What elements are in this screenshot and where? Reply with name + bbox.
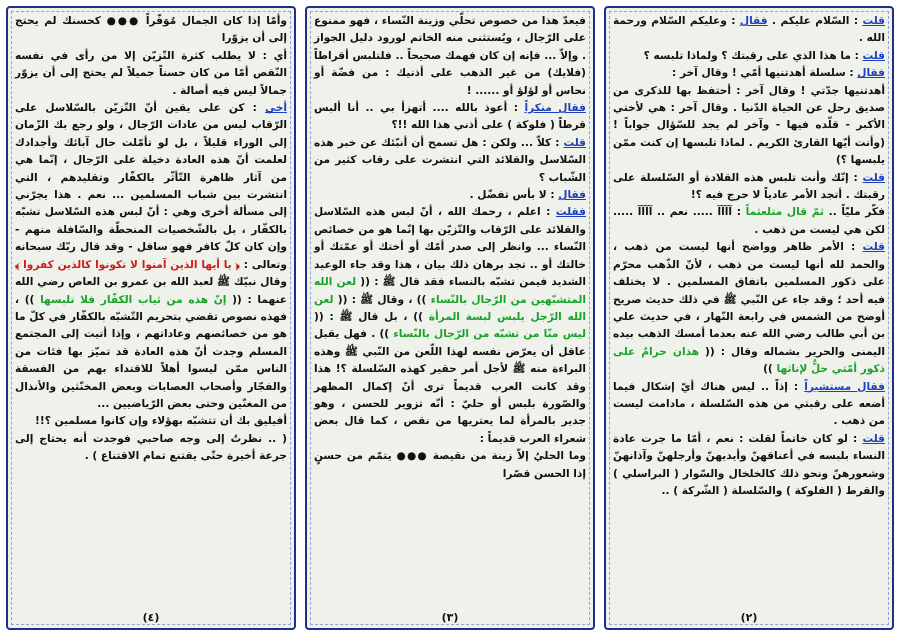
speaker-label: قلت (862, 171, 885, 184)
text-run: أفيليق بك أن تتشبّه بهؤلاء وإن كانوا مسلمين ؟!! (35, 415, 287, 428)
paragraph (314, 448, 586, 483)
quran-verse: ﴿ يا أيها الذين آمنوا لا تكونوا كالذين كفروا ﴾ (15, 258, 240, 271)
paragraph (613, 239, 885, 378)
paragraph (314, 187, 586, 204)
speaker-label: فقلت (555, 206, 586, 219)
text-run: )) ، فهذه نصوص تقضي بتحريم التّشبّه بالكفّار في كلّ ما هو من خصائصهم وعاداتهم ، وإذا أتيت إلى المجتمع المسلم وجدت أنّ هذه العادة قد تميّز بها فئات من الناس ممّن ليسوا أهلاً للاقتداء بهم من الفسقة والفجّار وأصحاب العصابات وبعض المخنّثين والأنذال من المغنّين وحتى بعض الرّياضيين ... (15, 293, 287, 410)
speaker-label: أخي (265, 102, 287, 115)
speaker-label: فقال (558, 189, 586, 202)
page-3-text (314, 13, 586, 483)
paragraph (613, 65, 885, 82)
paragraph (314, 204, 586, 448)
text-run: : لو كان خاتماً لقلت : نعم ، أمّا ما جرت عادة النساء بلبسه في أعناقهنّ وأيديهنّ وأرجلهنّ وآذانهنّ وشعورهنّ ونحو ذلك كالخلخال والسّوار ( البراسلي ) والقرط ( الفلوكة ) والسّلسلة ( الشّركة ) .. (613, 432, 885, 497)
page-4 (6, 6, 296, 630)
text-run: )) . فهل يقبل عاقل أن يعرّض نفسه لهذا اللّعن من النّبي ﷺ وهذه البراءة منه ﷺ لأجل أمر حقير كهذه السّلسلة ؟! هذا وقد كانت العرب قديماً ترى أنّ إكمال المظهر والصّورة بلبس أو حليّ : أنّه تزوير للحسن ، وهو جدير بالمرأة لما يعتريها من نقص ، كما قال بعض شعراء العرب قديماً : (314, 328, 586, 445)
text-run: : لا بأس تفضّل . (469, 189, 559, 202)
page-4-text (15, 13, 287, 466)
text-run: : الأمر ظاهر وواضح أنها ليست من ذهب ، والحمد لله أنها ليست من ذهب ، لأنّ الذّهب محرّم على ذكور المسلمين باتفاق المسلمين . لا يختلف فيه أحد ؛ وقد جاء عن النّبي ﷺ في ذلك حديث صريح أوضح من الشمس في رابعة النّهار ، في حديث علي بن أبي طالب رضي الله عنه بعدما أمسك الذهب بيده اليمنى والحرير بشماله وقال : (( (613, 241, 885, 358)
speaker-label: فقال (739, 15, 768, 27)
speaker-label: فقال (857, 67, 885, 80)
text-run: : كن على يقين أنّ التّزيّن بالسّلاسل على الرّقاب ليس من عادات الرّجال ، ولو رجع بك الزّمان إلى الوراء قليلاً ، بل لو تأمّلت حال آبائك وأجدادك لعلمت أنّ هذه العادة دخيلة على الرّجال ، إنّما هي من آثار ظاهرة التّأثّر بالكفّار وتقليدهم ، التي انتشرت بين شباب المسلمين ... نعم . هذا يجرّني إلى مسألة أخرى وهي : أنّ لبس هذه السّلاسل تشبّه بالكفّار ، بل بالشّخصيات المنحطّة والسّافلة منهم - وإن كان كلّ كافر فهو سافل - وقد قال ربّك سبحانه وتعالى : (15, 102, 287, 271)
text-run: : السّلام عليكم . (767, 15, 863, 27)
hadith-quote: لعن الله المتشبّهين من الرّجال بالنّساء (314, 276, 586, 306)
text-run: : أعوذ بالله .... أتهزأ بي .. أنا ألبس قرطاً ( فلوكة ) على أذني هذا الله !!؟ (314, 102, 586, 132)
text-run: أي : لا يطلب كثرة التّزيّن إلا من رأى في نفسه النّقص أمّا من كان حسناً جميلاً لم يحتج إلى أن يزوّر جمالاً ليس فيه أصالة . (15, 49, 287, 97)
speaker-label: قلت (862, 432, 885, 445)
paragraph (613, 379, 885, 431)
hadith-quote: هذان حرامٌ على ذكور أمّتي حلٌّ لإناثها (613, 345, 885, 376)
page-2-text (613, 13, 885, 500)
paragraph (314, 100, 586, 135)
paragraph (613, 431, 885, 501)
text-run: )) ، وقال ﷺ : (( (333, 293, 431, 306)
paragraph (613, 48, 885, 65)
page-2 (604, 6, 894, 630)
text-run: : كلاّ ... ولكن : هل تسمح أن أنبّئك عن خبر هذه السّلاسل والقلائد التي انتشرت على رقاب كثير من الشّباب ؟ (314, 136, 586, 184)
paragraph (613, 204, 885, 239)
hadith-quote: ليس منّا من تشبّه من الرّجال بالنّساء (393, 328, 586, 341)
page-number: (٢) (740, 611, 758, 624)
paragraph (15, 100, 287, 413)
page-number: (٣) (441, 611, 459, 624)
text-run: فيعدّ هذا من خصوص تحلّي وزينة النّساء ، فهو ممنوع على الرّجال ، ويُستثنى منه الخاتم لورود دليل الجواز . وإلاّ ... فإنه إن كان فهمك صحيحاً .. فلتلبس أقراطاً (فلايك) من غير الذهب على أذنيك : من فضّة أو نحاس أو لؤلؤ أو ...... ! (314, 15, 586, 97)
text-run: : إذاً .. ليس هناك أيّ إشكال فيما أضعه على رقبتي من هذه السّلسلة ، مادامت ليست من ذهب . (613, 380, 885, 428)
paragraph (15, 431, 287, 466)
text-run: : ما هذا الذي على رقبتك ؟ ولماذا تلبسه ؟ (643, 49, 863, 62)
text-run: : سلسلة أهدتنيها أمّي ! وقال آخر : (672, 67, 858, 80)
paragraph (314, 135, 586, 187)
text-run: أهدتنيها جدّتي ! وقال آخر : أحتفظ بها للذكرى من صديق رحل عن الحياة الدّنيا . وقال آخر : هي لأختي الأكبر - قلّده فيها - وآخر لم يجد للسّؤال جواباً ! (وأنت أيّها القارئ الكريم . لماذا تلبسها إن كنت ممّن يلبسها ؟) (613, 84, 885, 167)
paragraph (613, 83, 885, 170)
paragraph (613, 170, 885, 205)
paragraph (15, 48, 287, 100)
paragraph (15, 13, 287, 48)
speaker-label: قلت (862, 49, 885, 62)
text-run: : وعليكم السّلام ورحمة الله . (613, 15, 885, 45)
paragraph (613, 13, 885, 48)
text-run: ( .. نظرتُ إلى وجه صاحبي فوجدت أنه يحتاج إلى جرعة أخيرة حتّى يقتنع تمام الاقتناع ) . (15, 432, 287, 463)
text-run: وأمّا إذا كان الجمال مُوَفّراً ●●● كحسنك لم يحتج إلى أن يزوّرا (15, 15, 287, 45)
text-run: : إنّك وأنت تلبس هذه القلادة أو السّلسلة على رقبتك . أتجد الأمر عادياً لا حرج فيه ؟! (613, 171, 885, 202)
hadith-quote: ثمّ قال متلعثماً (745, 206, 824, 219)
speaker-label: قلت (862, 241, 885, 254)
text-run: : اعلم ، رحمك الله ، أنّ لبس هذه السّلاسل والقلائد على الرّقاب والتّزيّن بها إنّما هو من خصائص النّساء ... وانظر إلى صدر أمّك أو أختك أو عمّتك أو خالتك أو .. تجد برهان ذلك بيان ، هذا وقد جاء الوعيد الشديد فيمن تشبّه بالنساء فقد قال ﷺ : (( (314, 206, 586, 289)
paragraph (15, 413, 287, 430)
text-run: فكّر مليّاً .. (824, 206, 885, 219)
speaker-label: فقال منكراً (524, 102, 586, 115)
page-3 (305, 6, 595, 630)
text-run: )) ، بل قال ﷺ : (( (314, 310, 429, 323)
text-run: وقال نبيّك ﷺ لعبد الله بن عمرو بن العاص رضي الله عنهما : (( (15, 276, 287, 306)
speaker-label: فقال مستشيراً (804, 380, 885, 393)
paragraph (314, 13, 586, 100)
page-number: (٤) (142, 611, 160, 624)
text-run: )) (763, 363, 777, 376)
speaker-label: قلت (862, 15, 885, 27)
text-run: : آآآآ ..... نعم .. آآآآ ..... لكن هي ليست من ذهب . (613, 206, 885, 236)
hadith-quote: إنّ هذه من ثياب الكفّار فلا تلبسها (40, 293, 227, 306)
hadith-quote: لعن الله الرّجل يلبس لبسة المرأة (314, 293, 586, 323)
text-run: وما الحليُ إلاّ زينة من نقيصة ●●● يتمّم من حسنٍ إذا الحسن قصّرا (314, 450, 586, 480)
speaker-label: قلت (563, 136, 586, 149)
